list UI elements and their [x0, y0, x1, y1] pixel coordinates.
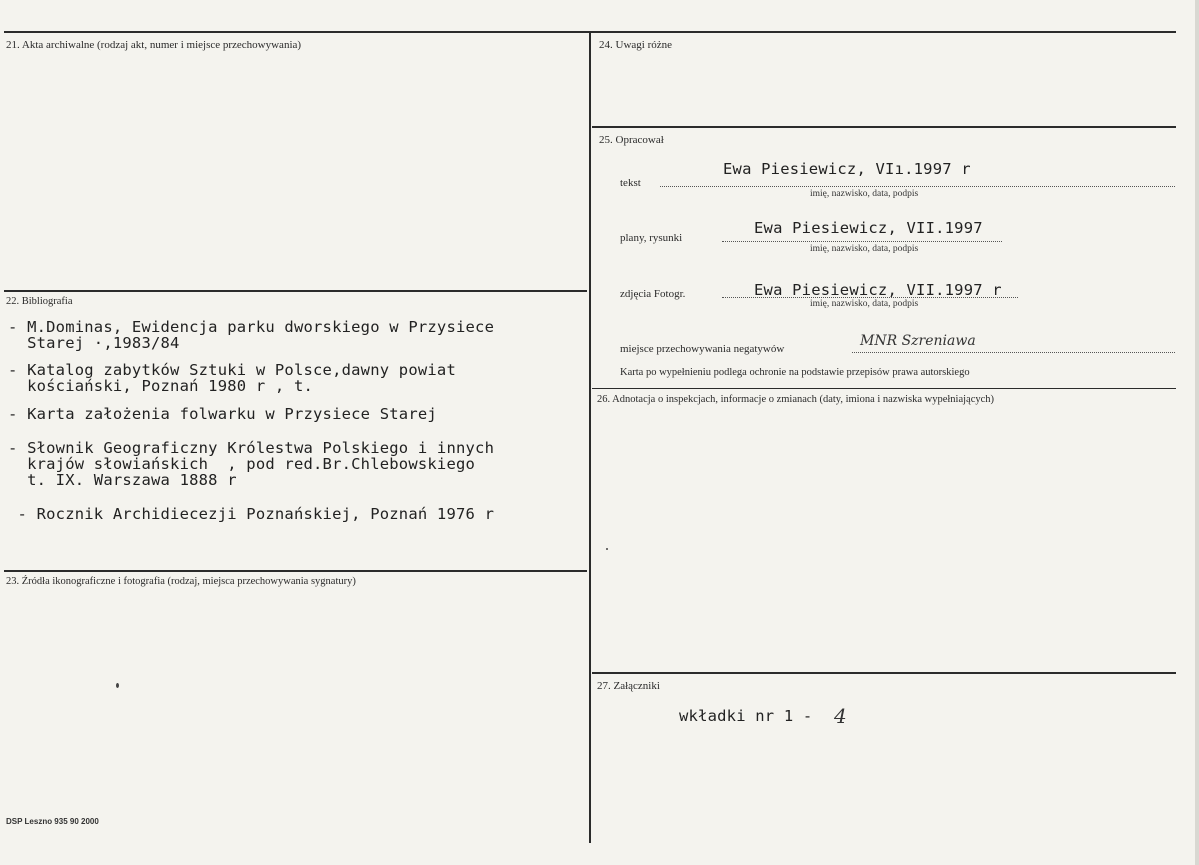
- bibliography-line: krajów słowiańskich , pod red.Br.Chlebowskiego: [8, 455, 476, 473]
- card-edge: [1195, 0, 1199, 865]
- field-caption: imię, nazwisko, data, podpis: [810, 244, 919, 254]
- row-label-plans: plany, rysunki: [620, 232, 683, 244]
- paper-speck: [116, 683, 119, 688]
- attachments-handwritten: 4: [834, 704, 847, 728]
- printer-code: DSP Leszno 935 90 2000: [6, 817, 99, 826]
- bibliography-line: - Słownik Geograficzny Królestwa Polskiego i innych: [8, 439, 495, 457]
- section-25-label: 25. Opracował: [599, 134, 664, 146]
- section-22-label: 22. Bibliografia: [6, 296, 73, 307]
- bibliography-line: kościański, Poznań 1980 r , t.: [8, 377, 314, 395]
- field-caption: imię, nazwisko, data, podpis: [810, 189, 919, 199]
- section-24-label: 24. Uwagi różne: [599, 39, 673, 51]
- fill-line: [852, 352, 1175, 353]
- divider-21-22: [4, 290, 587, 292]
- fill-line: [660, 186, 1175, 187]
- fill-line: [722, 241, 1002, 242]
- section-26-label: 26. Adnotacja o inspekcjach, informacje o zmianach (daty, imiona i nazwiska wypełniających): [597, 394, 995, 405]
- bibliography-line: - Karta założenia folwarku w Przysiece Starej: [8, 405, 437, 423]
- divider-25-26: [592, 388, 1176, 389]
- negatives-label: miejsce przechowywania negatywów: [620, 343, 785, 355]
- paper-speck: [606, 548, 608, 550]
- divider-22-23: [4, 570, 587, 572]
- bibliography-line: t. IX. Warszawa 1888 r: [8, 471, 237, 489]
- bibliography-line: - Rocznik Archidiecezji Poznańskiej, Poznań 1976 r: [8, 505, 495, 523]
- divider-24-25: [592, 126, 1176, 128]
- divider-26-27: [592, 672, 1176, 674]
- section-21-label: 21. Akta archiwalne (rodzaj akt, numer i miejsce przechowywania): [6, 39, 302, 51]
- author-text: Ewa Piesiewicz, VIı.1997 r: [723, 160, 971, 178]
- bibliography-line: - M.Dominas, Ewidencja parku dworskiego w Przysiece: [8, 318, 495, 336]
- row-label-tekst: tekst: [620, 177, 641, 189]
- attachments-typed: wkładki nr 1 -: [679, 707, 813, 725]
- section-27-label: 27. Załączniki: [597, 680, 660, 692]
- copyright-note: Karta po wypełnieniu podlega ochronie na podstawie przepisów prawa autorskiego: [620, 367, 970, 378]
- center-divider: [589, 31, 591, 843]
- section-23-label: 23. Źródła ikonograficzne i fotografia (rodzaj, miejsca przechowywania sygnatury): [6, 576, 356, 587]
- field-caption: imię, nazwisko, data, podpis: [810, 299, 919, 309]
- bibliography-line: - Katalog zabytków Sztuki w Polsce,dawny powiat: [8, 361, 456, 379]
- row-label-photos: zdjęcia Fotogr.: [620, 288, 686, 300]
- author-photos: Ewa Piesiewicz, VII.1997 r: [754, 281, 1002, 299]
- bibliography-line: Starej ·,1983/84: [8, 334, 180, 352]
- author-plans: Ewa Piesiewicz, VII.1997: [754, 219, 983, 237]
- negatives-location: MNR Szreniawa: [860, 333, 976, 349]
